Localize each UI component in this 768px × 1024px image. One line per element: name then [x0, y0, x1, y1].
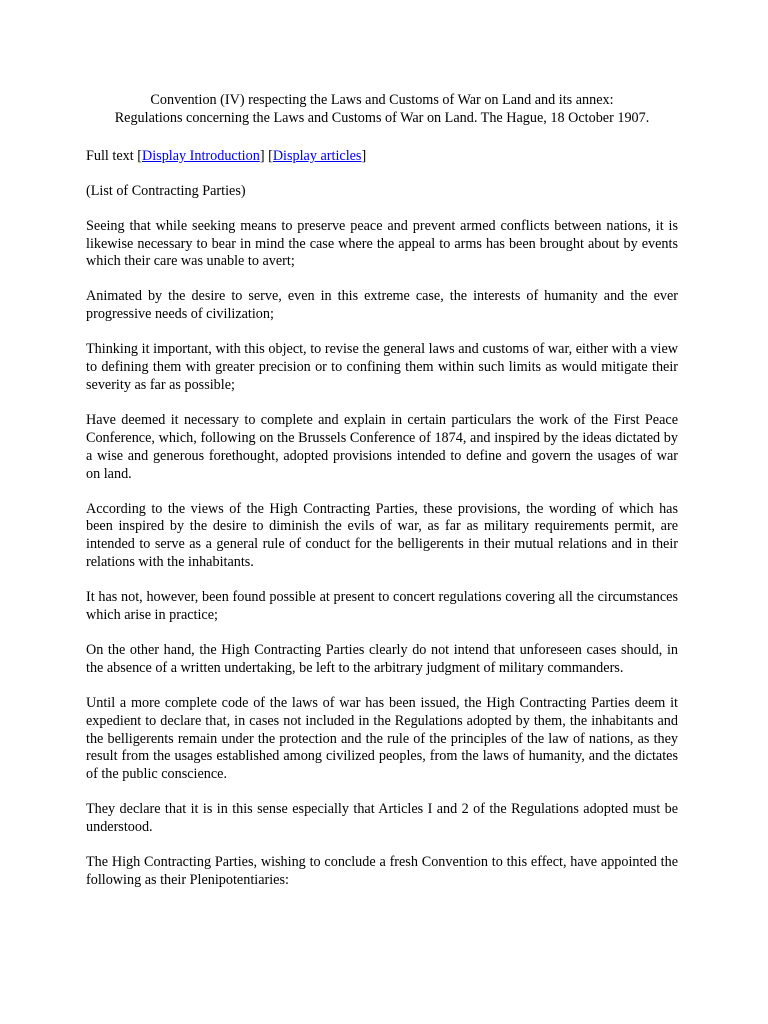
paragraph-8: Until a more complete code of the laws of war has been issued, the High Contracting Parties deem it expedient to declare that, in cases not included in the Regulations adopted by them, the inhabitants and the belligerents remain under the protection and the rule of the principles of the law of nations, as they result from the usages established among civilized peoples, from the laws of humanity, and the dictates of the public conscience. — [86, 694, 678, 783]
bracket-open: [ — [137, 147, 142, 164]
full-text-label: Full text — [86, 147, 134, 164]
full-text-row — [86, 148, 678, 166]
paragraph-2: Animated by the desire to serve, even in this extreme case, the interests of humanity and the ever progressive needs of civilization; — [86, 288, 678, 323]
paragraph-7: On the other hand, the High Contracting Parties clearly do not intend that unforeseen cases should, in the absence of a written undertaking, be left to the arbitrary judgment of military commanders. — [86, 641, 678, 676]
paragraph-4: Have deemed it necessary to complete and explain in certain particulars the work of the First Peace Conference, which, following on the Brussels Conference of 1874, and inspired by the ideas dictated by a wise and generous forethought, adopted provisions intended to define and govern the usages of war on land. — [86, 411, 678, 482]
paragraph-9: They declare that it is in this sense especially that Articles I and 2 of the Regulations adopted must be understood. — [86, 801, 678, 836]
display-introduction-link[interactable]: Display Introduction — [141, 147, 260, 164]
title-line-2: Regulations concerning the Laws and Customs of War on Land. The Hague, 18 October 1907. — [114, 109, 650, 126]
display-articles-link[interactable]: Display articles — [272, 147, 362, 164]
paragraph-6: It has not, however, been found possible at present to concert regulations covering all the circumstances which arise in practice; — [86, 589, 678, 624]
document-body — [86, 92, 678, 907]
list-of-contracting-parties: (List of Contracting Parties) — [86, 182, 246, 199]
bracket-separator: ] [ — [259, 147, 273, 164]
paragraph-10: The High Contracting Parties, wishing to conclude a fresh Convention to this effect, have appointed the following as their Plenipotentiaries: — [86, 854, 678, 888]
paragraph-5: According to the views of the High Contracting Parties, these provisions, the wording of which has been inspired by the desire to diminish the evils of war, as far as military requirements permit, are intended to serve as a general rule of conduct for the belligerents in their mutual relations and in their relations with the inhabitants. — [86, 500, 678, 571]
paragraph-3: Thinking it important, with this object, to revise the general laws and customs of war, either with a view to defining them with greater precision or to confining them within such limits as would mitigate their severity as far as possible; — [86, 341, 678, 393]
document-title — [86, 92, 678, 128]
paragraph-1: Seeing that while seeking means to preserve peace and prevent armed conflicts between nations, it is likewise necessary to bear in mind the case where the appeal to arms has been brought about by events which their care was unable to avert; — [86, 217, 678, 270]
title-line-1: Convention (IV) respecting the Laws and Customs of War on Land and its annex: — [150, 92, 614, 108]
bracket-close: ] — [361, 147, 367, 164]
